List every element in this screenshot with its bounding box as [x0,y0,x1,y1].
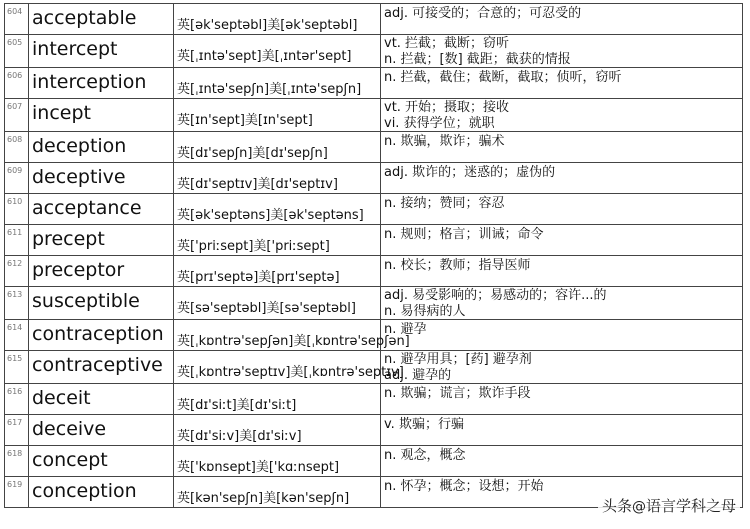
entry-number: 612 [7,259,23,268]
entry-definition-cell [381,351,743,384]
entry-definition-line: n. 欺骗，欺诈；骗术 [384,134,505,149]
entry-number: 604 [7,7,23,16]
entry-number: 614 [7,323,23,332]
entry-word-cell [29,320,174,351]
entry-pronunciation: 英[prɪ'septə]美[prɪ'septə] [177,270,340,285]
table-row [5,194,743,225]
entry-number: 618 [7,449,23,458]
entry-pronunciation: 英['kɒnsept]美['kɑːnsept] [177,460,340,475]
entry-definition-cell [381,35,743,68]
entry-number-cell [5,35,29,68]
entry-definition-cell [381,415,743,446]
entry-pronunciation: 英[sə'septəbl]美[sə'septəbl] [177,301,356,316]
entry-word: deceive [32,418,107,440]
entry-number: 607 [7,102,23,111]
entry-word: contraceptive [32,354,163,376]
entry-definition-cell [381,225,743,256]
entry-pronunciation-cell [174,194,381,225]
entry-definition-line: n. 避孕 [384,322,427,337]
table-row [5,446,743,477]
entry-pronunciation-cell [174,225,381,256]
entry-definition-cell [381,287,743,320]
entry-pronunciation-cell [174,287,381,320]
table-row [5,163,743,194]
entry-definition-line: adj. 欺诈的；迷惑的；虚伪的 [384,165,556,180]
entry-number: 616 [7,387,23,396]
entry-word: susceptible [32,290,140,312]
entry-number: 615 [7,354,23,363]
entry-definition-line: v. 欺骗；行骗 [384,417,464,432]
entry-word: concept [32,449,108,471]
entry-word-cell [29,384,174,415]
entry-word-cell [29,225,174,256]
entry-definition-cell [381,163,743,194]
entry-definition-line: n. 校长；教师；指导医师 [384,258,531,273]
entry-definition-line: n. 怀孕；概念；设想；开始 [384,479,544,494]
entry-pronunciation: 英[ˌkɒntrə'septɪv]美[ˌkɒntrə'septɪv] [177,365,404,380]
entry-definition-line: n. 欺骗；谎言；欺诈手段 [384,386,531,401]
entry-number-cell [5,446,29,477]
watermark [598,494,740,517]
entry-pronunciation-cell [174,351,404,384]
entry-pronunciation-cell [174,163,381,194]
entry-definition-line: n. 避孕用具；[药] 避孕剂 [384,352,532,367]
entry-definition-line: n. 规则；格言；训诫；命令 [384,227,544,242]
entry-pronunciation-cell [174,4,381,35]
table-row [5,99,743,132]
entry-definition-cell [381,446,743,477]
entry-number: 606 [7,71,23,80]
entry-number: 609 [7,166,23,175]
entry-definition-line: vt. 拦截；截断；窃听 [384,36,510,51]
entry-word-cell [29,351,174,384]
entry-pronunciation: 英[dɪ'siːv]美[dɪ'siːv] [177,429,302,444]
entry-word-cell [29,132,174,163]
entry-word-cell [29,256,174,287]
table-row [5,68,743,99]
entry-word: interception [32,71,147,93]
entry-definition-line: adj. 易受影响的；易感动的；容许...的 [384,288,607,303]
entry-pronunciation: 英['priːsept]美['priːsept] [177,239,330,254]
table-row [5,351,743,384]
entry-number: 608 [7,135,23,144]
entry-word: deceptive [32,166,126,188]
entry-number: 610 [7,197,23,206]
entry-pronunciation: 英[ək'septəns]美[ək'septəns] [177,208,364,223]
entry-word-cell [29,35,174,68]
entry-pronunciation: 英[ˌɪntə'sept]美[ˌɪntər'sept] [177,49,352,64]
table-row [5,4,743,35]
entry-pronunciation: 英[kən'sepʃn]美[kən'sepʃn] [177,491,350,506]
entry-word: contraception [32,323,164,345]
entry-definition-line: n. 拦截，截住；截断，截取；侦听，窃听 [384,70,622,85]
entry-pronunciation: 英[ˌkɒntrə'sepʃən]美[ˌkɒntrə'sepʃən] [177,334,410,349]
table-row [5,320,743,351]
table-row [5,132,743,163]
entry-number-cell [5,163,29,194]
entry-definition-line: n. 接纳；赞同；容忍 [384,196,505,211]
entry-word-cell [29,4,174,35]
entry-pronunciation: 英[ək'septəbl]美[ək'septəbl] [177,18,358,33]
entry-word: precept [32,228,105,250]
entry-pronunciation-cell [174,132,381,163]
entry-pronunciation: 英[dɪ'sepʃn]美[dɪ'sepʃn] [177,146,328,161]
entry-number-cell [5,320,29,351]
entry-word: incept [32,102,91,124]
entry-number-cell [5,384,29,415]
entry-word-cell [29,446,174,477]
entry-pronunciation-cell [174,256,381,287]
entry-definition-line: vt. 开始；摄取；接收 [384,100,510,115]
entry-number-cell [5,99,29,132]
entry-definition-cell [381,256,743,287]
entry-pronunciation-cell [174,99,381,132]
entry-word: preceptor [32,259,125,281]
entry-number-cell [5,68,29,99]
entry-pronunciation: 英[dɪ'siːt]美[dɪ'siːt] [177,398,297,413]
entry-definition-line: n. 易得病的人 [384,304,466,319]
entry-number-cell [5,225,29,256]
vocabulary-rows [5,4,743,508]
entry-number-cell [5,132,29,163]
entry-number: 617 [7,418,23,427]
table-row [5,35,743,68]
watermark-at: @ [631,499,646,515]
entry-word: acceptance [32,197,142,219]
entry-word: deceit [32,387,91,409]
table-row [5,384,743,415]
entry-definition-cell [381,320,743,351]
entry-number-cell [5,256,29,287]
entry-number-cell [5,287,29,320]
entry-word-cell [29,415,174,446]
table-row [5,256,743,287]
entry-number: 613 [7,290,23,299]
entry-word-cell [29,477,174,508]
entry-pronunciation-cell [174,384,381,415]
table-row [5,415,743,446]
entry-definition-cell [381,99,743,132]
entry-number-cell [5,351,29,384]
entry-number: 619 [7,480,23,489]
entry-definition-line: adj. 避孕的 [384,368,452,383]
entry-definition-cell [381,68,743,99]
entry-number-cell [5,194,29,225]
entry-number-cell [5,4,29,35]
entry-definition-cell [381,194,743,225]
entry-definition-line: vi. 获得学位；就职 [384,116,495,131]
entry-word-cell [29,99,174,132]
entry-pronunciation-cell [174,68,381,99]
entry-word: intercept [32,38,118,60]
entry-number-cell [5,415,29,446]
entry-definition-line: n. 拦截；[数] 截距；截获的情报 [384,52,571,67]
entry-pronunciation-cell [174,477,381,508]
entry-pronunciation-cell [174,446,381,477]
entry-word-cell [29,194,174,225]
entry-word-cell [29,287,174,320]
table-row [5,225,743,256]
entry-number: 611 [7,228,23,237]
entry-definition-line: n. 观念，概念 [384,448,466,463]
entry-pronunciation: 英[ˌɪntə'sepʃn]美[ˌɪntə'sepʃn] [177,82,362,97]
entry-pronunciation-cell [174,415,381,446]
table-row [5,287,743,320]
entry-definition-cell [381,384,743,415]
watermark-name: 语言学科之母 [645,497,736,515]
entry-number-cell [5,477,29,508]
entry-word-cell [29,68,174,99]
entry-pronunciation-cell [174,35,381,68]
vocabulary-table [4,3,743,508]
entry-definition-cell [381,4,743,35]
entry-word: acceptable [32,7,137,29]
entry-word: deception [32,135,127,157]
entry-pronunciation: 英[ɪn'sept]美[ɪn'sept] [177,113,313,128]
entry-definition-line: adj. 可接受的；合意的；可忍受的 [384,6,582,21]
entry-word-cell [29,163,174,194]
entry-number: 605 [7,38,23,47]
entry-pronunciation: 英[dɪ'septɪv]美[dɪ'septɪv] [177,177,338,192]
watermark-prefix: 头条 [601,497,632,515]
entry-word: conception [32,480,137,502]
entry-definition-cell [381,132,743,163]
